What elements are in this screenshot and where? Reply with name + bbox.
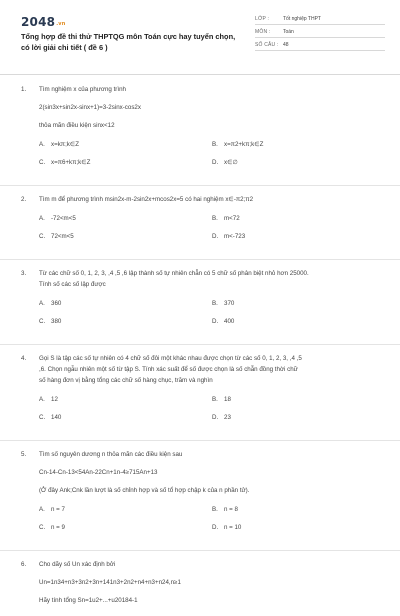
option-letter: B. bbox=[212, 141, 218, 148]
option-text: 12 bbox=[51, 396, 58, 403]
answer-option[interactable] bbox=[39, 233, 74, 240]
option-letter: A. bbox=[39, 506, 45, 513]
answer-option[interactable] bbox=[39, 300, 61, 307]
question-line: Hãy tính tổng Sn=1u2+...+u20184-1 bbox=[39, 597, 138, 604]
site-logo[interactable] bbox=[21, 15, 66, 29]
option-letter: A. bbox=[39, 300, 45, 307]
option-letter: A. bbox=[39, 215, 45, 222]
question-line: Từ các chữ số 0, 1, 2, 3, ,4 ,5 ,6 lập thành số tự nhiên chẵn có 5 chữ số phân biệt nhỏ hơn 25000. bbox=[39, 270, 309, 277]
question-text bbox=[39, 353, 384, 386]
answer-option[interactable] bbox=[212, 396, 231, 403]
option-text: n = 10 bbox=[224, 524, 242, 531]
answer-option[interactable] bbox=[39, 524, 65, 531]
question-spacer bbox=[0, 175, 400, 185]
meta-label: MÔN : bbox=[255, 29, 271, 35]
question-spacer bbox=[0, 334, 400, 344]
answer-row bbox=[0, 139, 400, 157]
question-line: thỏa mãn điều kiện sinx<12 bbox=[39, 122, 115, 129]
question-2 bbox=[0, 185, 400, 259]
answer-row bbox=[0, 316, 400, 334]
answer-option[interactable] bbox=[212, 233, 245, 240]
question-line: Cho dãy số Un xác định bởi bbox=[39, 561, 116, 568]
option-text: 370 bbox=[224, 300, 235, 307]
question-spacer bbox=[0, 430, 400, 440]
option-letter: C. bbox=[39, 233, 46, 240]
option-text: n = 8 bbox=[224, 506, 238, 513]
option-letter: A. bbox=[39, 396, 45, 403]
answer-row bbox=[0, 394, 400, 412]
option-letter: C. bbox=[39, 318, 46, 325]
option-letter: C. bbox=[39, 524, 46, 531]
option-letter: C. bbox=[39, 414, 46, 421]
answer-option[interactable] bbox=[212, 506, 238, 513]
answer-row bbox=[0, 298, 400, 316]
question-line: Gọi S là tập các số tự nhiên có 4 chữ số đôi một khác nhau được chọn từ các số 0, 1, 2, 3, ,4 ,5 bbox=[39, 355, 302, 362]
option-letter: B. bbox=[212, 300, 218, 307]
answer-row bbox=[0, 213, 400, 231]
question-spacer bbox=[0, 540, 400, 550]
question-text bbox=[39, 559, 384, 606]
answer-option[interactable] bbox=[212, 159, 238, 166]
option-letter: D. bbox=[212, 524, 219, 531]
question-line: Tìm m để phương trình msin2x-m-2sin2x+mcos2x=5 có hai nghiệm x∈-π2;π2 bbox=[39, 196, 254, 203]
answer-option[interactable] bbox=[39, 506, 65, 513]
logo-suffix: .vn bbox=[56, 21, 66, 27]
question-line: Un=1n34+n3+3n2+3n+141n3+2n2+n4+n3+n24,n≥1 bbox=[39, 579, 181, 586]
question-6 bbox=[0, 550, 400, 616]
option-text: x=kπ;k∈Z bbox=[51, 141, 80, 148]
meta-value: Toán bbox=[283, 29, 294, 35]
answer-option[interactable] bbox=[212, 215, 240, 222]
logo-text: 2048 bbox=[21, 15, 56, 29]
question-number: 6. bbox=[21, 561, 27, 568]
answer-row bbox=[0, 504, 400, 522]
question-line: số hàng đơn vị bằng tổng các chữ số hàng chục, trăm và nghìn bbox=[39, 377, 213, 384]
option-text: n = 9 bbox=[51, 524, 65, 531]
option-letter: B. bbox=[212, 215, 218, 222]
option-text: 18 bbox=[224, 396, 231, 403]
answer-option[interactable] bbox=[39, 414, 61, 421]
meta-row-subject bbox=[255, 25, 385, 38]
question-number: 4. bbox=[21, 355, 27, 362]
question-line: ,6. Chọn ngẫu nhiên một số từ tập S. Tính xác suất để số được chọn là số chẵn đồng thời chữ bbox=[39, 366, 298, 373]
question-spacer bbox=[0, 606, 400, 616]
question-3 bbox=[0, 259, 400, 344]
option-text: 140 bbox=[51, 414, 62, 421]
answer-option[interactable] bbox=[39, 141, 79, 148]
header-divider bbox=[0, 74, 400, 75]
question-number: 2. bbox=[21, 196, 27, 203]
question-text bbox=[39, 84, 384, 131]
meta-label: LỚP : bbox=[255, 16, 270, 22]
question-spacer bbox=[0, 249, 400, 259]
question-text bbox=[39, 449, 384, 496]
question-number: 5. bbox=[21, 451, 27, 458]
answer-option[interactable] bbox=[212, 300, 234, 307]
question-4 bbox=[0, 344, 400, 440]
option-text: 380 bbox=[51, 318, 62, 325]
answer-option[interactable] bbox=[212, 141, 263, 148]
meta-row-count bbox=[255, 38, 385, 51]
answer-option[interactable] bbox=[212, 524, 241, 531]
question-5 bbox=[0, 440, 400, 550]
option-text: m<-723 bbox=[224, 233, 246, 240]
answer-option[interactable] bbox=[212, 414, 231, 421]
option-text: m<72 bbox=[224, 215, 240, 222]
option-text: 400 bbox=[224, 318, 235, 325]
answer-option[interactable] bbox=[212, 318, 234, 325]
answer-option[interactable] bbox=[39, 318, 61, 325]
option-letter: B. bbox=[212, 396, 218, 403]
answer-option[interactable] bbox=[39, 159, 90, 166]
document-title: Tổng hợp đề thi thử THPTQG môn Toán cực hay tuyển chọn, có lời giải chi tiết ( đề 6 ) bbox=[21, 32, 236, 52]
question-line: 2(sin3x+sin2x-sinx+1)=3-2sinx-cos2x bbox=[39, 104, 141, 111]
answer-row bbox=[0, 412, 400, 430]
question-text bbox=[39, 194, 384, 205]
meta-value: 48 bbox=[283, 42, 289, 48]
meta-label: SỐ CÂU : bbox=[255, 42, 279, 48]
option-text: 72<m<5 bbox=[51, 233, 74, 240]
meta-value: Tốt nghiệp THPT bbox=[283, 16, 321, 22]
question-number: 3. bbox=[21, 270, 27, 277]
option-text: x=π2+kπ;k∈Z bbox=[224, 141, 264, 148]
option-letter: B. bbox=[212, 506, 218, 513]
option-text: -72<m<5 bbox=[51, 215, 76, 222]
document-header bbox=[0, 0, 400, 72]
question-1 bbox=[0, 76, 400, 185]
option-text: x∈∅ bbox=[224, 159, 238, 166]
option-text: 23 bbox=[224, 414, 231, 421]
question-number: 1. bbox=[21, 86, 27, 93]
answer-row bbox=[0, 157, 400, 175]
question-line: (Ở đây Ank;Cnk lần lượt là số chỉnh hợp và số tổ hợp chập k của n phần tử). bbox=[39, 487, 250, 494]
question-line: Tính số các số lập được bbox=[39, 281, 106, 288]
question-line: Tìm số nguyên dương n thỏa mãn các điều kiện sau bbox=[39, 451, 183, 458]
document-meta bbox=[255, 12, 385, 51]
option-letter: D. bbox=[212, 233, 219, 240]
option-letter: D. bbox=[212, 318, 219, 325]
option-letter: C. bbox=[39, 159, 46, 166]
answer-option[interactable] bbox=[39, 396, 58, 403]
question-list bbox=[0, 76, 400, 616]
option-text: x=π6+kπ;k∈Z bbox=[51, 159, 91, 166]
question-text bbox=[39, 268, 384, 290]
option-letter: A. bbox=[39, 141, 45, 148]
answer-row bbox=[0, 231, 400, 249]
answer-option[interactable] bbox=[39, 215, 76, 222]
option-text: 360 bbox=[51, 300, 62, 307]
option-letter: D. bbox=[212, 414, 219, 421]
answer-row bbox=[0, 522, 400, 540]
question-line: Cn-14-Cn-13<54An-22Cn+1n-4≥715An+13 bbox=[39, 469, 158, 476]
option-text: n = 7 bbox=[51, 506, 65, 513]
meta-row-class bbox=[255, 12, 385, 25]
question-line: Tìm nghiệm x của phương trình bbox=[39, 86, 126, 93]
option-letter: D. bbox=[212, 159, 219, 166]
